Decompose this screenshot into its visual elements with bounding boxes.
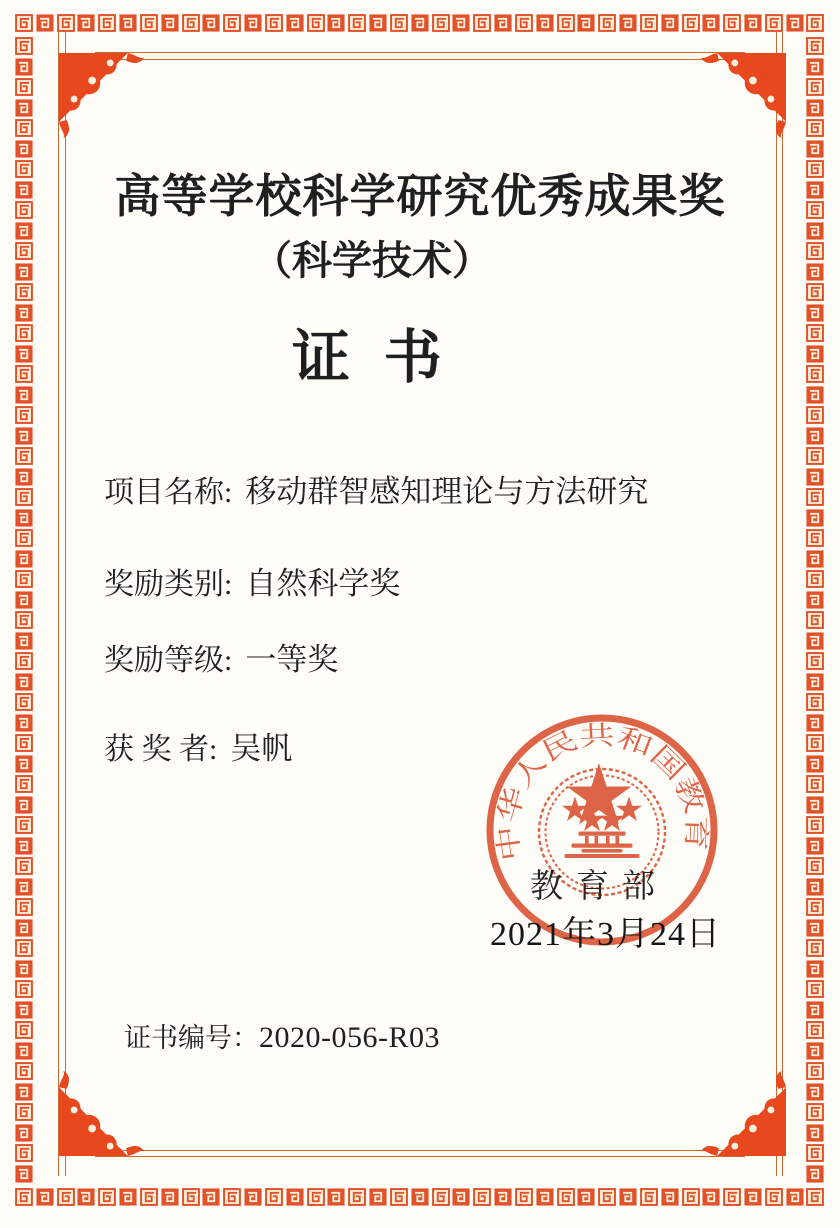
meander-tile-icon xyxy=(557,14,575,32)
meander-tile-icon xyxy=(15,386,33,404)
meander-border-top xyxy=(15,14,825,32)
meander-tile-icon xyxy=(15,427,33,445)
meander-tile-icon xyxy=(806,857,824,875)
meander-tile-icon xyxy=(806,796,824,814)
meander-tile-icon xyxy=(806,324,824,342)
meander-tile-icon xyxy=(15,775,33,793)
meander-tile-icon xyxy=(806,1124,824,1142)
field-award-grade xyxy=(104,634,338,679)
inner-frame-line-bottom xyxy=(95,1150,745,1158)
meander-tile-icon xyxy=(806,1165,824,1183)
meander-tile-icon xyxy=(494,14,512,32)
meander-tile-icon xyxy=(15,1165,33,1183)
meander-tile-icon xyxy=(806,345,824,363)
meander-tile-icon xyxy=(98,1188,116,1206)
meander-tile-icon xyxy=(15,99,33,117)
meander-tile-icon xyxy=(15,1103,33,1121)
meander-tile-icon xyxy=(15,345,33,363)
meander-tile-icon xyxy=(806,1103,824,1121)
meander-tile-icon xyxy=(244,14,262,32)
field-label: 奖励类别: xyxy=(104,568,233,601)
meander-tile-icon xyxy=(15,632,33,650)
meander-tile-icon xyxy=(806,365,824,383)
cloud-ornament-icon xyxy=(59,53,145,139)
cloud-ornament-icon xyxy=(59,1070,145,1156)
meander-tile-icon xyxy=(15,652,33,670)
meander-tile-icon xyxy=(286,1188,304,1206)
certificate-number-row xyxy=(124,1016,440,1055)
meander-tile-icon xyxy=(15,939,33,957)
meander-tile-icon xyxy=(598,14,616,32)
meander-tile-icon xyxy=(119,14,137,32)
meander-tile-icon xyxy=(390,1188,408,1206)
meander-tile-icon xyxy=(15,406,33,424)
inner-frame-line-top xyxy=(95,52,745,60)
meander-tile-icon xyxy=(682,14,700,32)
meander-tile-icon xyxy=(702,1188,720,1206)
meander-tile-icon xyxy=(119,1188,137,1206)
meander-tile-icon xyxy=(15,78,33,96)
meander-tile-icon xyxy=(15,550,33,568)
field-label: 项目名称: xyxy=(104,476,233,509)
meander-tile-icon xyxy=(15,673,33,691)
meander-tile-icon xyxy=(223,14,241,32)
meander-tile-icon xyxy=(806,673,824,691)
meander-tile-icon xyxy=(806,550,824,568)
meander-tile-icon xyxy=(806,1021,824,1039)
meander-tile-icon xyxy=(806,632,824,650)
meander-tile-icon xyxy=(411,14,429,32)
meander-tile-icon xyxy=(15,509,33,527)
meander-tile-icon xyxy=(806,591,824,609)
meander-tile-icon xyxy=(348,1188,366,1206)
big-star-icon xyxy=(587,784,612,808)
meander-border-bottom xyxy=(15,1188,825,1206)
meander-tile-icon xyxy=(806,919,824,937)
seal-ring-text: 中华人民共和国教育部 xyxy=(492,720,712,863)
meander-tile-icon xyxy=(15,591,33,609)
small-star-icon xyxy=(570,805,580,814)
meander-tile-icon xyxy=(806,78,824,96)
field-value: 一等奖 xyxy=(245,642,339,677)
meander-tile-icon xyxy=(806,939,824,957)
meander-tile-icon xyxy=(15,714,33,732)
meander-tile-icon xyxy=(806,1062,824,1080)
meander-tile-icon xyxy=(348,14,366,32)
meander-tile-icon xyxy=(806,509,824,527)
meander-tile-icon xyxy=(15,857,33,875)
meander-tile-icon xyxy=(806,488,824,506)
meander-tile-icon xyxy=(806,693,824,711)
meander-tile-icon xyxy=(806,263,824,281)
cloud-ornament-icon xyxy=(700,1070,786,1156)
meander-tile-icon xyxy=(598,1188,616,1206)
meander-tile-icon xyxy=(15,570,33,588)
meander-tile-icon xyxy=(494,1188,512,1206)
meander-tile-icon xyxy=(15,898,33,916)
meander-tile-icon xyxy=(806,1188,824,1206)
meander-tile-icon xyxy=(57,1188,75,1206)
meander-tile-icon xyxy=(806,386,824,404)
meander-tile-icon xyxy=(806,14,824,32)
issue-date: 2021年3月24日 xyxy=(490,916,721,953)
meander-tile-icon xyxy=(452,14,470,32)
meander-tile-icon xyxy=(15,304,33,322)
meander-tile-icon xyxy=(15,529,33,547)
meander-tile-icon xyxy=(15,693,33,711)
corner-cloud-ornament-bottom-left xyxy=(59,1070,145,1156)
meander-tile-icon xyxy=(786,14,804,32)
meander-tile-icon xyxy=(640,1188,658,1206)
meander-tile-icon xyxy=(619,1188,637,1206)
meander-tile-icon xyxy=(536,1188,554,1206)
meander-tile-icon xyxy=(765,14,783,32)
meander-tile-icon xyxy=(15,488,33,506)
meander-tile-icon xyxy=(806,58,824,76)
meander-tile-icon xyxy=(619,14,637,32)
meander-tile-icon xyxy=(661,14,679,32)
meander-tile-icon xyxy=(307,1188,325,1206)
meander-tile-icon xyxy=(15,58,33,76)
meander-tile-icon xyxy=(15,1144,33,1162)
meander-tile-icon xyxy=(15,37,33,55)
meander-tile-icon xyxy=(682,1188,700,1206)
meander-tile-icon xyxy=(806,406,824,424)
meander-tile-icon xyxy=(15,1188,33,1206)
meander-tile-icon xyxy=(15,837,33,855)
meander-tile-icon xyxy=(806,140,824,158)
meander-tile-icon xyxy=(15,796,33,814)
field-project-name xyxy=(104,466,648,511)
meander-tile-icon xyxy=(327,14,345,32)
certificate-heading: 证书 xyxy=(292,325,476,390)
meander-tile-icon xyxy=(57,14,75,32)
meander-tile-icon xyxy=(744,1188,762,1206)
field-value: 吴帆 xyxy=(230,731,293,766)
meander-tile-icon xyxy=(577,14,595,32)
meander-tile-icon xyxy=(806,99,824,117)
meander-tile-icon xyxy=(286,14,304,32)
meander-tile-icon xyxy=(15,447,33,465)
meander-tile-icon xyxy=(806,816,824,834)
meander-tile-icon xyxy=(806,714,824,732)
field-value: 移动群智感知理论与方法研究 xyxy=(245,474,649,509)
meander-tile-icon xyxy=(432,1188,450,1206)
meander-tile-icon xyxy=(15,980,33,998)
corner-cloud-ornament-top-right xyxy=(700,53,786,139)
meander-tile-icon xyxy=(15,611,33,629)
certificate-number-value: 2020-056-R03 xyxy=(259,1021,440,1054)
meander-tile-icon xyxy=(182,14,200,32)
issuer-signature: 教育部 xyxy=(530,869,668,905)
meander-tile-icon xyxy=(265,14,283,32)
corner-cloud-ornament-top-left xyxy=(59,53,145,139)
meander-tile-icon xyxy=(98,14,116,32)
meander-tile-icon xyxy=(806,611,824,629)
meander-tile-icon xyxy=(161,14,179,32)
meander-tile-icon xyxy=(77,1188,95,1206)
meander-tile-icon xyxy=(265,1188,283,1206)
meander-tile-icon xyxy=(15,263,33,281)
meander-tile-icon xyxy=(432,14,450,32)
meander-tile-icon xyxy=(307,14,325,32)
meander-tile-icon xyxy=(36,1188,54,1206)
meander-tile-icon xyxy=(202,1188,220,1206)
small-star-icon xyxy=(587,815,597,824)
meander-tile-icon xyxy=(327,1188,345,1206)
meander-tile-icon xyxy=(806,427,824,445)
meander-tile-icon xyxy=(806,734,824,752)
meander-tile-icon xyxy=(15,878,33,896)
award-subtitle: （科学技术） xyxy=(252,238,492,283)
meander-tile-icon xyxy=(182,1188,200,1206)
meander-tile-icon xyxy=(15,755,33,773)
meander-tile-icon xyxy=(223,1188,241,1206)
meander-tile-icon xyxy=(806,980,824,998)
field-label: 奖励等级: xyxy=(104,644,233,677)
meander-tile-icon xyxy=(15,1083,33,1101)
meander-tile-icon xyxy=(161,1188,179,1206)
meander-tile-icon xyxy=(806,1144,824,1162)
meander-tile-icon xyxy=(744,14,762,32)
meander-tile-icon xyxy=(702,14,720,32)
meander-tile-icon xyxy=(806,570,824,588)
meander-tile-icon xyxy=(515,14,533,32)
field-award-category xyxy=(104,558,400,603)
field-value: 自然科学奖 xyxy=(245,566,401,601)
meander-tile-icon xyxy=(369,1188,387,1206)
meander-tile-icon xyxy=(15,1001,33,1019)
meander-tile-icon xyxy=(452,1188,470,1206)
meander-tile-icon xyxy=(15,734,33,752)
meander-tile-icon xyxy=(15,960,33,978)
meander-tile-icon xyxy=(806,755,824,773)
corner-cloud-ornament-bottom-right xyxy=(700,1070,786,1156)
meander-tile-icon xyxy=(15,1062,33,1080)
meander-tile-icon xyxy=(15,283,33,301)
award-title: 高等学校科学研究优秀成果奖 xyxy=(114,171,726,222)
field-awardee xyxy=(104,723,292,768)
meander-tile-icon xyxy=(806,837,824,855)
meander-tile-icon xyxy=(806,37,824,55)
meander-tile-icon xyxy=(15,14,33,32)
meander-tile-icon xyxy=(15,119,33,137)
meander-tile-icon xyxy=(15,242,33,260)
meander-tile-icon xyxy=(15,468,33,486)
meander-tile-icon xyxy=(806,960,824,978)
meander-tile-icon xyxy=(77,14,95,32)
meander-tile-icon xyxy=(806,1001,824,1019)
meander-tile-icon xyxy=(723,14,741,32)
meander-tile-icon xyxy=(36,14,54,32)
meander-tile-icon xyxy=(140,1188,158,1206)
meander-tile-icon xyxy=(765,1188,783,1206)
meander-tile-icon xyxy=(369,14,387,32)
meander-tile-icon xyxy=(806,1083,824,1101)
meander-tile-icon xyxy=(806,652,824,670)
small-star-icon xyxy=(607,815,617,824)
meander-tile-icon xyxy=(806,898,824,916)
meander-tile-icon xyxy=(536,14,554,32)
meander-tile-icon xyxy=(723,1188,741,1206)
meander-tile-icon xyxy=(390,14,408,32)
meander-tile-icon xyxy=(661,1188,679,1206)
meander-tile-icon xyxy=(806,1042,824,1060)
meander-tile-icon xyxy=(15,1021,33,1039)
meander-tile-icon xyxy=(15,816,33,834)
meander-tile-icon xyxy=(806,119,824,137)
meander-tile-icon xyxy=(577,1188,595,1206)
meander-tile-icon xyxy=(15,1124,33,1142)
meander-tile-icon xyxy=(244,1188,262,1206)
meander-tile-icon xyxy=(806,775,824,793)
meander-tile-icon xyxy=(15,1042,33,1060)
tiananmen-gate-icon xyxy=(565,832,639,858)
meander-tile-icon xyxy=(411,1188,429,1206)
meander-tile-icon xyxy=(806,447,824,465)
meander-tile-icon xyxy=(15,365,33,383)
meander-tile-icon xyxy=(806,304,824,322)
meander-tile-icon xyxy=(806,283,824,301)
field-label: 获 奖 者: xyxy=(104,733,218,766)
cloud-ornament-icon xyxy=(700,53,786,139)
meander-tile-icon xyxy=(202,14,220,32)
certificate-number-label: 证书编号： xyxy=(124,1023,259,1053)
meander-tile-icon xyxy=(140,14,158,32)
meander-tile-icon xyxy=(473,14,491,32)
meander-tile-icon xyxy=(640,14,658,32)
meander-tile-icon xyxy=(806,468,824,486)
meander-tile-icon xyxy=(806,878,824,896)
meander-tile-icon xyxy=(806,242,824,260)
small-star-icon xyxy=(624,805,634,814)
meander-tile-icon xyxy=(557,1188,575,1206)
meander-tile-icon xyxy=(786,1188,804,1206)
meander-tile-icon xyxy=(515,1188,533,1206)
meander-tile-icon xyxy=(15,140,33,158)
meander-tile-icon xyxy=(806,529,824,547)
meander-tile-icon xyxy=(15,324,33,342)
meander-tile-icon xyxy=(15,919,33,937)
meander-tile-icon xyxy=(473,1188,491,1206)
